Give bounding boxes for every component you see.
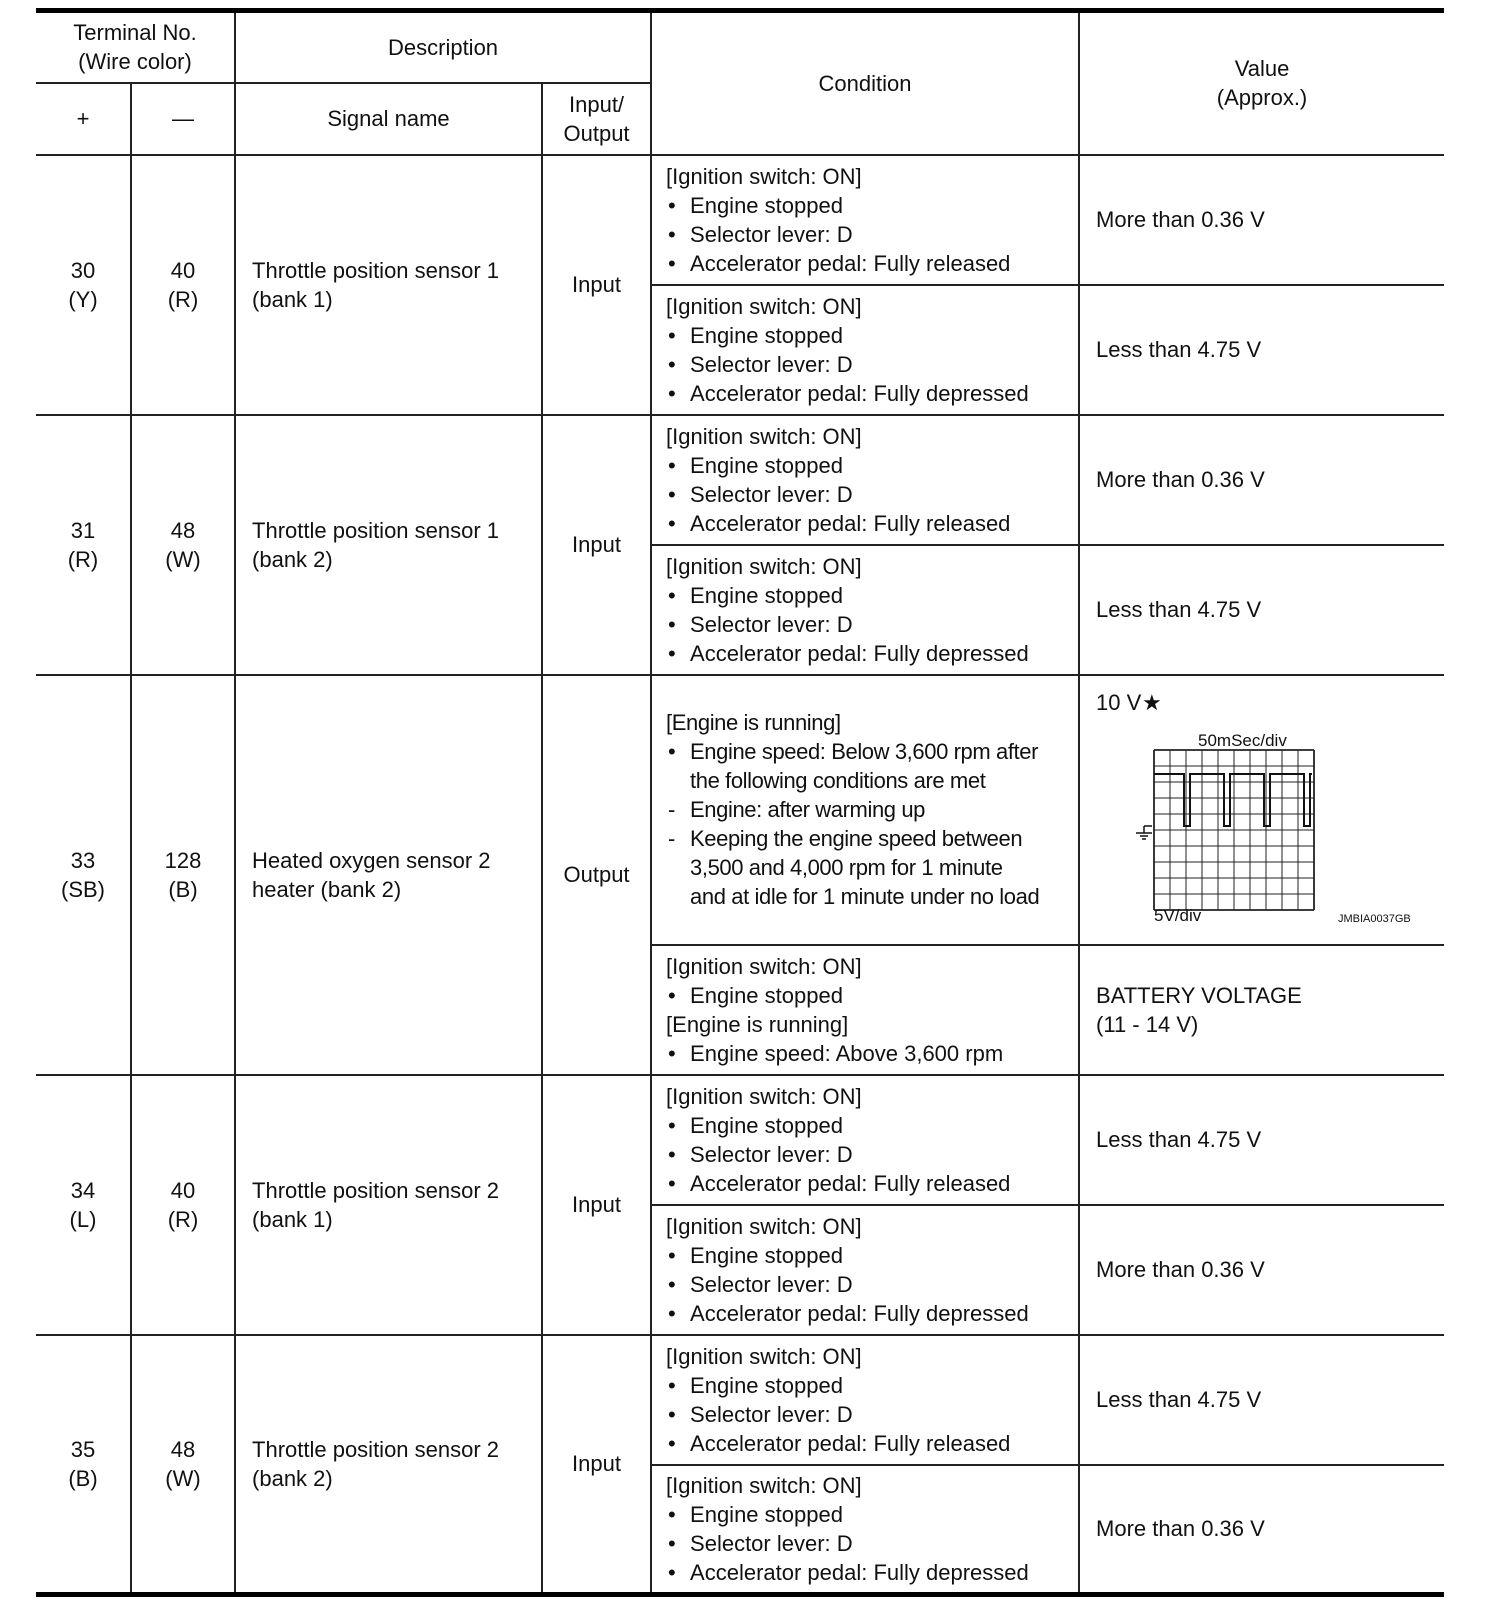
scope-voltage-division: 5V/div bbox=[1154, 905, 1202, 925]
plus-terminal: 30 (Y) bbox=[36, 155, 131, 415]
input-output: Input bbox=[542, 155, 651, 415]
minus-terminal: 48 (W) bbox=[131, 1335, 235, 1595]
table-row bbox=[36, 675, 1444, 945]
value-header: Value (Approx.) bbox=[1079, 11, 1444, 155]
input-output: Input bbox=[542, 1335, 651, 1595]
input-output: Input bbox=[542, 1075, 651, 1335]
signal-name-header: Signal name bbox=[235, 83, 542, 155]
minus-terminal: 128 (B) bbox=[131, 675, 235, 1075]
signal-name: Throttle position sensor 2 (bank 2) bbox=[235, 1335, 542, 1595]
condition-header: Condition bbox=[651, 11, 1079, 155]
condition-cell: [Ignition switch: ON] • Engine stopped • Selector lever: D • Accelerator pedal: Fully depressed bbox=[651, 545, 1079, 675]
terminal-spec-table bbox=[36, 8, 1444, 1597]
plus-terminal: 33 (SB) bbox=[36, 675, 131, 1075]
condition-cell: [Ignition switch: ON] • Engine stopped • Selector lever: D • Accelerator pedal: Fully released bbox=[651, 415, 1079, 545]
scope-voltage-label: 10 V bbox=[1096, 689, 1142, 715]
value-cell: Less than 4.75 V bbox=[1079, 545, 1444, 675]
oscilloscope-figure bbox=[1080, 676, 1443, 942]
input-output-header: Input/ Output bbox=[542, 83, 651, 155]
scope-time-division: 50mSec/div bbox=[1198, 730, 1287, 750]
condition-cell: [Ignition switch: ON] • Engine stopped • Selector lever: D • Accelerator pedal: Fully released bbox=[651, 1075, 1079, 1205]
plus-header: + bbox=[36, 83, 131, 155]
minus-header: — bbox=[131, 83, 235, 155]
minus-terminal: 40 (R) bbox=[131, 155, 235, 415]
value-cell: Less than 4.75 V bbox=[1079, 1335, 1444, 1465]
star-icon: ★ bbox=[1142, 690, 1162, 716]
input-output: Output bbox=[542, 675, 651, 1075]
terminal-no-header: Terminal No. (Wire color) bbox=[36, 11, 235, 83]
signal-name: Throttle position sensor 2 (bank 1) bbox=[235, 1075, 542, 1335]
value-cell: BATTERY VOLTAGE (11 - 14 V) bbox=[1079, 945, 1444, 1075]
value-cell: More than 0.36 V bbox=[1079, 1205, 1444, 1335]
value-cell: More than 0.36 V bbox=[1079, 155, 1444, 285]
oscilloscope-value-cell bbox=[1079, 675, 1444, 945]
condition-cell: [Ignition switch: ON] • Engine stopped • Selector lever: D • Accelerator pedal: Fully depressed bbox=[651, 1205, 1079, 1335]
condition-cell: [Ignition switch: ON] • Engine stopped [Engine is running] • Engine speed: Above 3,600 rpm bbox=[651, 945, 1079, 1075]
table-row bbox=[36, 1075, 1444, 1205]
table-row bbox=[36, 415, 1444, 545]
value-cell: More than 0.36 V bbox=[1079, 1465, 1444, 1595]
table-row bbox=[36, 1335, 1444, 1465]
input-output: Input bbox=[542, 415, 651, 675]
table-row bbox=[36, 155, 1444, 285]
condition-cell: [Engine is running] • Engine speed: Below 3,600 rpm after the following conditions are met - Engine: after warming up - Keeping the engine speed between 3,500 and 4,000 rpm for 1 minute and at idle for 1 minute under no load bbox=[651, 675, 1079, 945]
value-cell: Less than 4.75 V bbox=[1079, 1075, 1444, 1205]
condition-cell: [Ignition switch: ON] • Engine stopped • Selector lever: D • Accelerator pedal: Fully released bbox=[651, 155, 1079, 285]
ground-symbol-icon bbox=[1136, 826, 1152, 839]
signal-name: Throttle position sensor 1 (bank 2) bbox=[235, 415, 542, 675]
plus-terminal: 31 (R) bbox=[36, 415, 131, 675]
plus-terminal: 34 (L) bbox=[36, 1075, 131, 1335]
minus-terminal: 40 (R) bbox=[131, 1075, 235, 1335]
description-header: Description bbox=[235, 11, 651, 83]
condition-cell: [Ignition switch: ON] • Engine stopped • Selector lever: D • Accelerator pedal: Fully depressed bbox=[651, 1465, 1079, 1595]
condition-cell: [Ignition switch: ON] • Engine stopped • Selector lever: D • Accelerator pedal: Fully released bbox=[651, 1335, 1079, 1465]
signal-name: Throttle position sensor 1 (bank 1) bbox=[235, 155, 542, 415]
minus-terminal: 48 (W) bbox=[131, 415, 235, 675]
value-cell: Less than 4.75 V bbox=[1079, 285, 1444, 415]
figure-code: JMBIA0037GB bbox=[1338, 912, 1411, 925]
plus-terminal: 35 (B) bbox=[36, 1335, 131, 1595]
value-cell: More than 0.36 V bbox=[1079, 415, 1444, 545]
signal-name: Heated oxygen sensor 2 heater (bank 2) bbox=[235, 675, 542, 1075]
condition-cell: [Ignition switch: ON] • Engine stopped • Selector lever: D • Accelerator pedal: Fully depressed bbox=[651, 285, 1079, 415]
